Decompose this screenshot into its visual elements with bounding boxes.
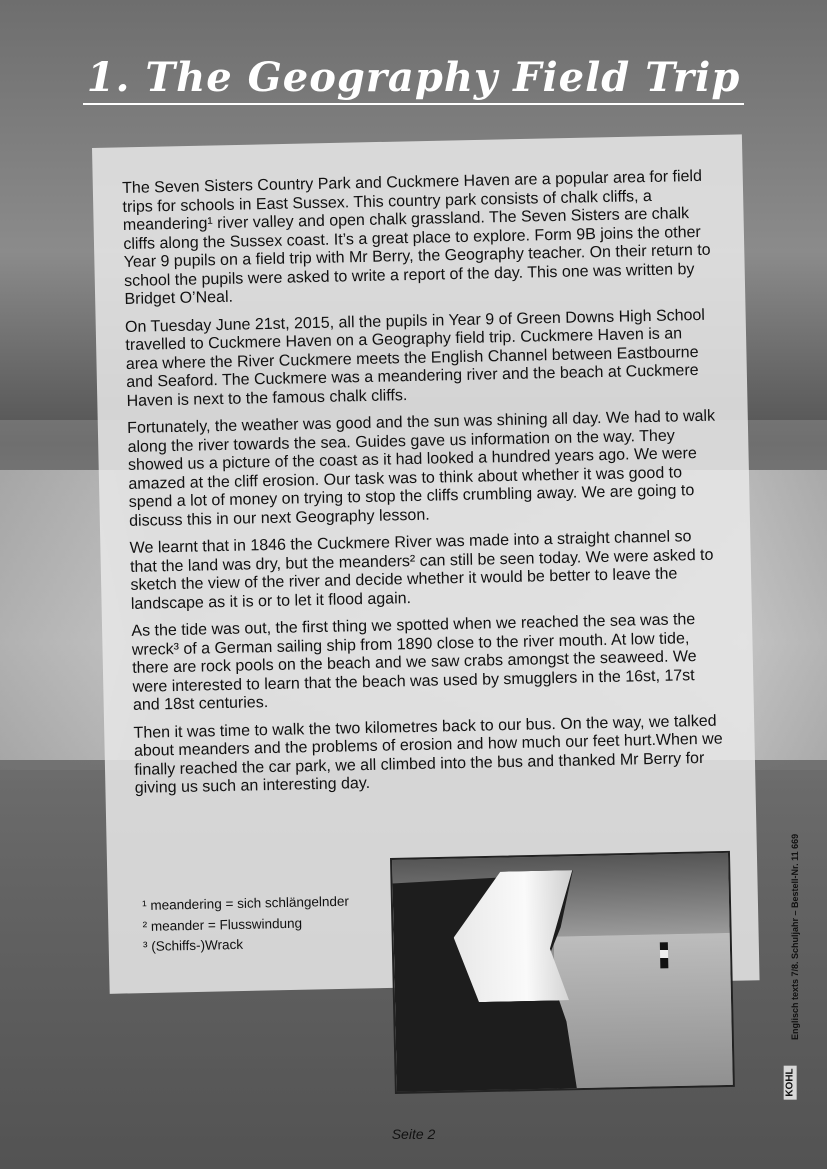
paragraph-3: Fortunately, the weather was good and the sun was shining all day. We had to walk along the river towards the sea. Guides gave us information on the way. They showed us a picture of the coast as it had looked a hundred years ago. We were amazed at the cliff erosion. Our task was to think about whether it was good to spend a lot of money on trying to stop the cliffs crumbling away. We are going to discuss this in our next Geography lesson.: [127, 407, 716, 530]
page-title-text: 1. The Geography Field Trip: [83, 54, 745, 105]
publisher-logo: [778, 1050, 802, 1114]
photo-sea: [554, 933, 735, 1093]
page-title: [0, 54, 827, 101]
footnote-1: ¹ meandering = sich schlängelnder: [142, 893, 350, 913]
publisher-logo-text: KOHL: [784, 1065, 797, 1099]
lighthouse-icon: [660, 942, 669, 968]
report-text: [122, 168, 727, 808]
footnote-2: ² meander = Flusswindung: [142, 915, 303, 934]
cliff-photo: [390, 851, 735, 1094]
page-number: Seite 2: [391, 1126, 436, 1142]
paragraph-6: Then it was time to walk the two kilometres back to our bus. On the way, we talked about meanders and the problems of erosion and how much our feet hurt.When we finally reached the car park, we all climbed into the bus and thanked Mr Berry for giving us such an interesting day.: [133, 712, 723, 797]
paragraph-1: The Seven Sisters Country Park and Cuckmere Haven are a popular area for field trips for schools in East Sussex. This country park consists of chalk cliffs, a meandering¹ river valley and open chalk grassland. The Seven Sisters are chalk cliffs along the Sussex coast. It’s a great place to explore. Form 9B joins the other Year 9 pupils on a field trip with Mr Berry, the Geography teacher. On their return to school the pupils were asked to write a report of the day. This one was written by Bridget O’Neal.: [122, 167, 711, 308]
footnotes: [142, 891, 383, 958]
paragraph-2: On Tuesday June 21st, 2015, all the pupils in Year 9 of Green Downs High School travelled to Cuckmere Haven on a Geography field trip. Cuckmere Haven is an area where the River Cuckmere meets the English Channel between Eastbourne and Seaford. The Cuckmere was a meandering river and the beach at Cuckmere Haven is next to the famous chalk cliffs.: [124, 306, 706, 410]
publisher-label: Englisch texts 7/8. Schuljahr – Bestell-Nr. 11 669: [790, 833, 800, 1040]
paragraph-5: As the tide was out, the first thing we spotted when we reached the sea was the wreck³ of a German sailing ship from 1890 close to the river mouth. At low tide, there are rock pools on the beach and we saw crabs amongst the seaweed. We were interested to learn that the beach was used by smugglers in the 16st, 17st and 18st centuries.: [131, 611, 697, 714]
paragraph-4: We learnt that in 1846 the Cuckmere River was made into a straight channel so that the land was dry, but the meanders² can still be seen today. We were asked to sketch the view of the river and decide whether it would be better to leave the landscape as it is or to let it flood again.: [129, 528, 714, 613]
footnote-3: ³ (Schiffs-)Wrack: [142, 936, 244, 954]
